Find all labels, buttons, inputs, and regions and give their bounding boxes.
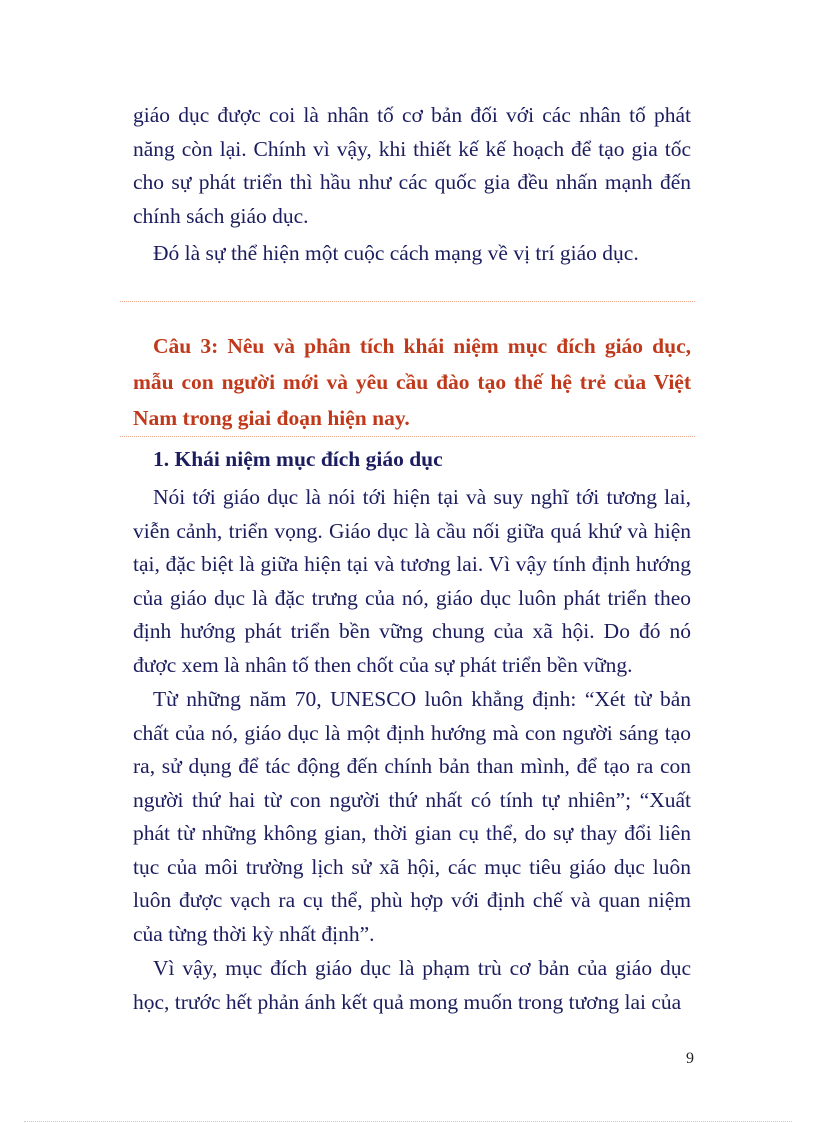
question-heading: Câu 3: Nêu và phân tích khái niệm mục đích giáo dục, mẫu con người mới và yêu cầu đào tạo thế hệ trẻ của Việt Nam trong giai đoạn hiện nay. — [133, 333, 691, 430]
page-number: 9 — [686, 1050, 694, 1067]
paragraph-1: giáo dục được coi là nhân tố cơ bản đối với các nhân tố phát năng còn lại. Chính vì vậy, khi thiết kế kế hoạch để tạo gia tốc cho sự phát triển thì hầu như các quốc gia đều nhấn mạnh đến chính sách giáo dục. — [133, 103, 691, 228]
divider-bottom — [120, 436, 695, 437]
paragraph-3: Nói tới giáo dục là nói tới hiện tại và suy nghĩ tới tương lai, viễn cảnh, triển vọng. Giáo dục là cầu nối giữa quá khứ và hiện tại, đặc biệt là giữa hiện tại và tương lai. Vì vậy tính định hướng của giáo dục là đặc trưng của nó, giáo dục luôn phát triển theo định hướng phát triển bền vững chung của xã hội. Do đó nó được xem là nhân tố then chốt của sự phát triển bền vững. — [133, 485, 691, 677]
footer-divider — [24, 1121, 792, 1122]
paragraph-5: Vì vậy, mục đích giáo dục là phạm trù cơ bản của giáo dục học, trước hết phản ánh kết quả mong muốn trong tương lai của — [133, 956, 691, 1014]
paragraph-4: Từ những năm 70, UNESCO luôn khẳng định: “Xét từ bản chất của nó, giáo dục là một định hướng mà con người sáng tạo ra, sử dụng để tác động đến chính bản than mình, để tạo ra con người thứ hai từ con người thứ nhất có tính tự nhiên”; “Xuất phát từ những không gian, thời gian cụ thể, do sự thay đổi liên tục của môi trường lịch sử xã hội, các mục tiêu giáo dục luôn luôn được vạch ra cụ thể, phù hợp với định chế và quan niệm của từng thời kỳ nhất định”. — [133, 687, 691, 946]
section-heading: 1. Khái niệm mục đích giáo dục — [153, 447, 443, 471]
paragraph-2: Đó là sự thể hiện một cuộc cách mạng về vị trí giáo dục. — [153, 241, 639, 265]
divider-top — [120, 301, 695, 302]
